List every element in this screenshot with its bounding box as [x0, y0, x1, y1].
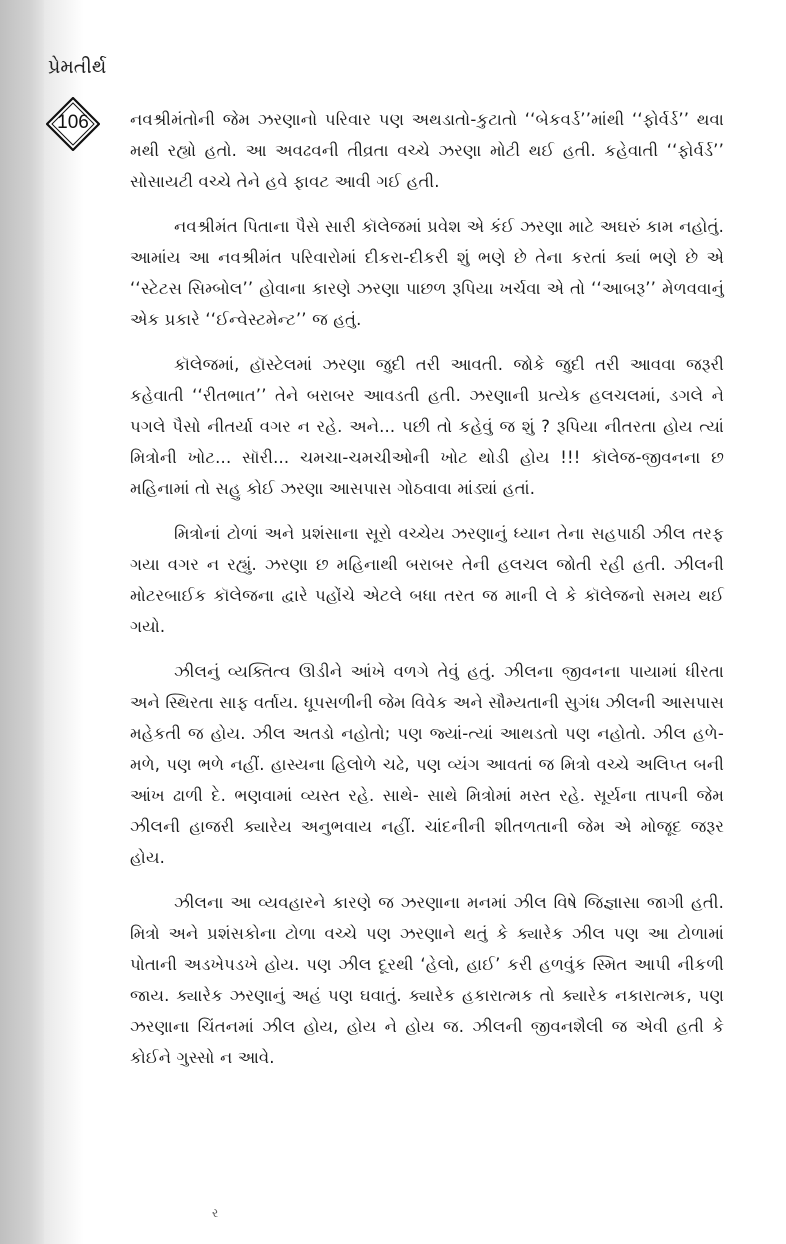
page-edge-fade — [44, 0, 84, 1244]
paragraph: નવશ્રીમંતોની જેમ ઝરણાનો પરિવાર પણ અથડાતો-કુટાતો ‘‘બેકવર્ડ’’માંથી ‘‘ફોર્વર્ડ’’ થવા મથી રહ્યો હતો. આ અવઢવની તીવ્રતા વચ્ચે ઝરણા મોટી થઈ હતી. કહેવાતી ‘‘ફોર્વર્ડ’’ સોસાયટી વચ્ચે તેને હવે ફાવટ આવી ગઈ હતી. — [130, 110, 724, 191]
page-edge-shadow — [0, 0, 44, 1244]
paragraph: ઝીલના આ વ્યવહારને કારણે જ ઝરણાના મનમાં ઝીલ વિષે જિજ્ઞાસા જાગી હતી. મિત્રો અને પ્રશંસકોના ટોળા વચ્ચે પણ ઝરણાને થતું કે ક્યારેક ઝીલ પણ આ ટોળામાં પોતાની અડખેપડખે હોય. પણ ઝીલ દૂરથી ‘હેલો, હાઈ’ કરી હળવુંક સ્મિત આપી નીકળી જાય. ક્યારેક ઝરણાનું અહં પણ ઘવાતું. ક્યારેક હકારાત્મક તો ક્યારેક નકારાત્મક, પણ ઝરણાના ચિંતનમાં ઝીલ હોય, હોય ને હોય જ. ઝીલની જીવનશૈલી જ એવી હતી કે કોઈને ગુસ્સો ન આવે. — [130, 893, 724, 1067]
paragraph: કૉલેજમાં, હૉસ્ટેલમાં ઝરણા જુદી તરી આવતી. જોકે જુદી તરી આવવા જરૂરી કહેવાતી ‘‘રીતભાત’’ તેને બરાબર આવડતી હતી. ઝરણાની પ્રત્યેક હલચલમાં, ડગલે ને પગલે પૈસો નીતર્યા વગર ન રહે. અને... પછી તો કહેવું જ શું ? રૂપિયા નીતરતા હોય ત્યાં મિત્રોની ખોટ... સૉરી... ચમચા-ચમચીઓની ખોટ થોડી હોય !!! કૉલેજ-જીવનના છ મહિનામાં તો સહુ કોઈ ઝરણા આસપાસ ગોઠવાવા માંડ્યાં હતાં. — [130, 355, 724, 498]
body-text — [130, 104, 724, 1087]
footer-mark: ર — [212, 1206, 219, 1220]
paragraph: ઝીલનું વ્યક્તિત્વ ઊડીને આંખે વળગે તેવું હતું. ઝીલના જીવનના પાયામાં ધીરતા અને સ્થિરતા સાફ વર્તાય. ધૂપસળીની જેમ વિવેક અને સૌમ્યતાની સુગંધ ઝીલની આસપાસ મહેકતી જ હોય. ઝીલ અતડો નહોતો; પણ જ્યાં-ત્યાં આથડતો પણ નહોતો. ઝીલ હળે-મળે, પણ ભળે નહીં. હાસ્યના હિલોળે ચઢે, પણ વ્યંગ આવતાં જ મિત્રો વચ્ચે અલિપ્ત બની આંખ ઢાળી દે. ભણવામાં વ્યસ્ત રહે. સાથે- સાથે મિત્રોમાં મસ્ત રહે. સૂર્યના તાપની જેમ ઝીલની હાજરી ક્યારેય અનુભવાય નહીં. ચાંદનીની શીતળતાની જેમ એ મોજૂદ જરૂર હોય. — [130, 662, 724, 867]
book-title: પ્રેમતીર્થ — [48, 56, 107, 78]
paragraph: મિત્રોનાં ટોળાં અને પ્રશંસાના સૂરો વચ્ચેય ઝરણાનું ધ્યાન તેના સહપાઠી ઝીલ તરફ ગયા વગર ન રહ્યું. ઝરણા છ મહિનાથી બરાબર તેની હલચલ જોતી રહી હતી. ઝીલની મોટરબાઈક કૉલેજના દ્વારે પહોંચે એટલે બધા તરત જ માની લે કે કૉલેજનો સમય થઈ ગયો. — [130, 524, 724, 636]
page-number: 106 — [57, 112, 89, 133]
paragraph: નવશ્રીમંત પિતાના પૈસે સારી કૉલેજમાં પ્રવેશ એ કંઈ ઝરણા માટે અઘરું કામ નહોતું. આમાંય આ નવશ્રીમંત પરિવારોમાં દીકરા-દીકરી શું ભણે છે તેના કરતાં ક્યાં ભણે છે એ ‘‘સ્ટેટસ સિમ્બોલ’’ હોવાના કારણે ઝરણા પાછળ રૂપિયા ખર્ચવા એ તો ‘‘આબરૂ’’ મેળવવાનું એક પ્રકારે ‘‘ઈન્વેસ્ટમેન્ટ’’ જ હતું. — [130, 217, 724, 329]
page-number-badge — [46, 97, 100, 151]
